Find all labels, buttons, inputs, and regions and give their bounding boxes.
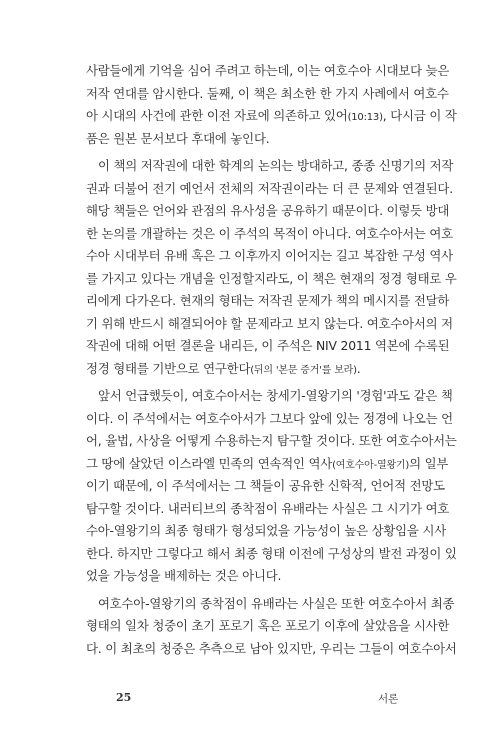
text-line bbox=[86, 453, 449, 476]
text-line: 작권에 대해 어떤 결론을 내리든, 이 주석은 NIV 2011 역본에 수록된 bbox=[86, 338, 450, 353]
text-line: 사람들에게 기억을 심어 주려고 하는데, 이는 여호수아 시대보다 늦은 bbox=[86, 63, 450, 78]
text-line: 이다. 이 주석에서는 여호수아서가 그보다 앞에 있는 정경에 나오는 언 bbox=[86, 410, 453, 426]
paragraph-2 bbox=[86, 155, 457, 380]
text-line: 형태의 일차 청중이 초기 포로기 혹은 포로기 이후에 살았음을 시사한 bbox=[86, 618, 450, 633]
verse-reference: (10:13) bbox=[347, 112, 383, 123]
text-span: . bbox=[356, 360, 361, 376]
text-line: 여호수아-열왕기의 종착점이 유배라는 사실은 또한 여호수아서 최종 bbox=[98, 595, 455, 611]
paragraph-4 bbox=[86, 593, 457, 661]
book-range-reference: (여호수아-열왕기) bbox=[332, 459, 410, 471]
text-line: 리에게 다가온다. 현재의 형태는 저작권 문제가 책의 메시지를 전달하 bbox=[86, 293, 450, 308]
text-span: 의 일부 bbox=[409, 455, 449, 471]
text-line: 이 책의 저작권에 대한 학계의 논의는 방대하고, 종종 신명기의 저작 bbox=[98, 158, 454, 173]
text-line: 이기 때문에, 이 주석에서는 그 책들이 공유한 신학적, 언어적 전망도 bbox=[86, 478, 445, 493]
running-footer-section: 서론 bbox=[378, 693, 399, 705]
text-line: 다. 이 최초의 청중은 추측으로 남아 있지만, 우리는 그들이 여호수아서 bbox=[86, 640, 457, 656]
text-line bbox=[86, 358, 430, 381]
text-span: 아 시대의 사건에 관한 이전 자료에 의존하고 있어 bbox=[86, 108, 348, 123]
text-line: 품은 원본 문서보다 후대에 놓인다. bbox=[86, 130, 270, 146]
text-line: 탐구할 것이다. 내러티브의 종착점이 유배라는 사실은 그 시기가 여호 bbox=[86, 500, 450, 516]
text-line: 수아-열왕기의 최종 형태가 형성되었을 가능성이 높은 상황임을 시사 bbox=[86, 523, 446, 538]
text-span: 그 땅에 살았던 이스라엘 민족의 연속적인 역사 bbox=[86, 455, 333, 471]
body-text bbox=[86, 60, 457, 660]
text-line: 었을 가능성을 배제하는 것은 아니다. bbox=[86, 568, 282, 583]
page-number: 25 bbox=[116, 691, 132, 704]
text-line: 한 논의를 개괄하는 것은 이 주석의 목적이 아니다. 여호수아서는 여호 bbox=[86, 225, 453, 241]
text-line: 해당 책들은 언어와 관점의 유사성을 공유하기 때문이다. 이렇듯 방대 bbox=[86, 203, 450, 218]
text-line: 권과 더불어 전기 예언서 전체의 저작권이라는 더 큰 문제와 연결된다. bbox=[86, 180, 453, 196]
text-line: 수아 시대부터 유배 혹은 그 이후까지 이어지는 길고 복잡한 구성 역사 bbox=[86, 248, 453, 263]
text-line bbox=[86, 105, 457, 128]
text-line: 저작 연대를 암시한다. 둘째, 이 책은 최소한 한 가지 사례에서 여호수 bbox=[86, 85, 449, 101]
paragraph-1 bbox=[86, 60, 457, 150]
paragraph-3 bbox=[86, 385, 457, 588]
cross-reference: (뒤의 '본문 증거'를 보라) bbox=[250, 364, 357, 376]
text-line: 한다. 하지만 그렇다고 해서 최종 형태 이전에 구성상의 발전 과정이 있 bbox=[86, 545, 457, 561]
text-line: 를 가지고 있다는 개념을 인정할지라도, 이 책은 현재의 정경 형태로 우 bbox=[86, 270, 457, 286]
text-line: 앞서 언급했듯이, 여호수아서는 창세기-열왕기의 '경험'과도 같은 책 bbox=[98, 388, 453, 403]
text-span: 정경 형태를 기반으로 연구한다 bbox=[86, 360, 251, 376]
text-line: 어, 율법, 사상을 어떻게 수용하는지 탐구할 것이다. 또한 여호수아서는 bbox=[86, 433, 457, 448]
text-span: , 다시금 이 작 bbox=[382, 108, 457, 123]
text-line: 기 위해 반드시 해결되어야 할 문제라고 보지 않는다. 여호수아서의 저 bbox=[86, 315, 453, 331]
